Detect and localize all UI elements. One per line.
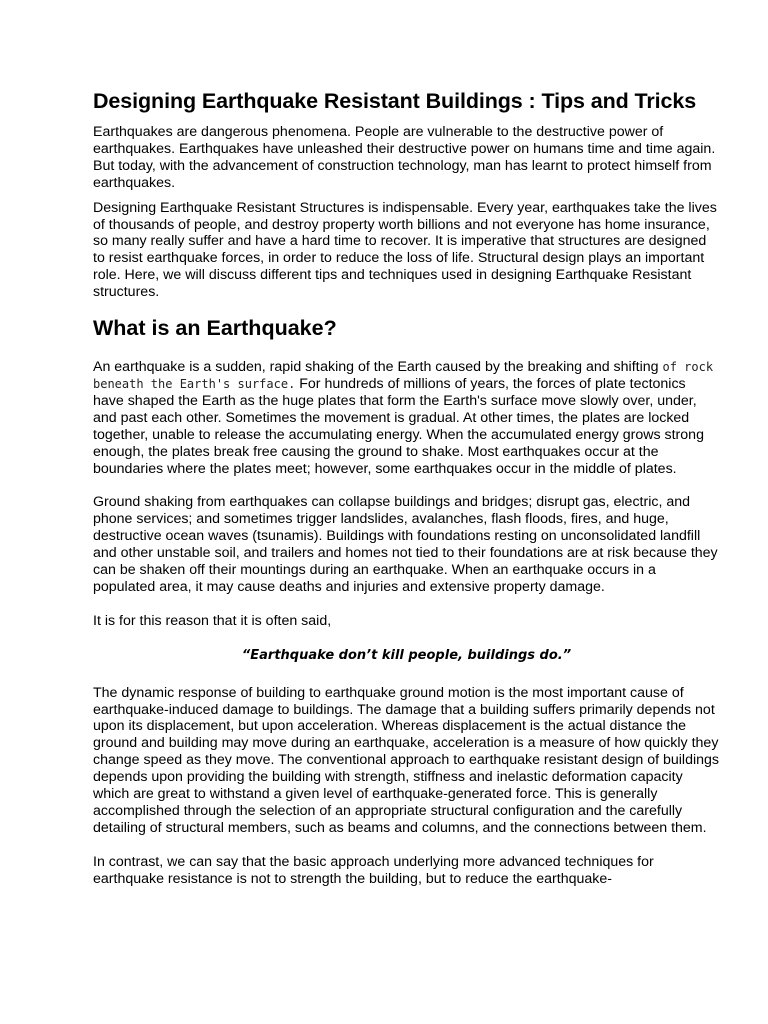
paragraph-reason: It is for this reason that it is often said, [93, 612, 332, 629]
page-title: Designing Earthquake Resistant Buildings : Tips and Tricks [93, 89, 697, 113]
monospace-text: of rock beneath the Earth's surface. [93, 360, 714, 391]
intro-paragraph-1: Earthquakes are dangerous phenomena. People are vulnerable to the destructive power of earthquakes. Earthquakes have unleashed their destructive power on humans time and time again. But today, with the advancement of construction technology, man has learnt to protect himself from earthquakes. [93, 124, 716, 191]
paragraph-contrast: In contrast, we can say that the basic approach underlying more advanced techniques for earthquake resistance is not to strength the building, but to reduce the earthquake- [93, 853, 654, 887]
paragraph-dynamic-response: The dynamic response of building to earthquake ground motion is the most important cause of earthquake-induced damage to buildings. The damage that a building suffers primarily depends not upon its displacement, but upon acceleration. Whereas displacement is the actual distance the ground and building may move during an earthquake, acceleration is a measure of how quickly they change speed as they move. The conventional approach to earthquake resistant design of buildings depends upon providing the building with strength, stiffness and inelastic deformation capacity which are great to withstand a given level of earthquake-generated force. This is generally accomplished through the selection of an appropriate structural configuration and the carefully detailing of structural members, such as beams and columns, and the connections between them. [93, 684, 719, 836]
paragraph-ground-shaking: Ground shaking from earthquakes can collapse buildings and bridges; disrupt gas, electric, and phone services; and sometimes trigger landslides, avalanches, flash floods, fires, and huge, destructive ocean waves (tsunamis). Buildings with foundations resting on unconsolidated landfill and other unstable soil, and trailers and homes not tied to their foundations are at risk because they can be shaken off their mountings during an earthquake. When an earthquake occurs in a populated area, it may cause deaths and injuries and extensive property damage. [93, 494, 718, 595]
paragraph-text: An earthquake is a sudden, rapid shaking of the Earth caused by the breaking and shifting [93, 359, 663, 376]
quote: “Earthquake don’t kill people, buildings do.” [241, 647, 572, 663]
intro-paragraph-2: Designing Earthquake Resistant Structures is indispensable. Every year, earthquakes take the lives of thousands of people, and destroy property worth billions and not everyone has home insurance, so many really suffer and have a hard time to recover. It is imperative that structures are designed to resist earthquake forces, in order to reduce the loss of life. Structural design plays an important role. Here, we will discuss different tips and techniques used in designing Earthquake Resistant structures. [93, 199, 717, 301]
section-heading: What is an Earthquake? [93, 316, 337, 341]
paragraph-text: For hundreds of millions of years, the forces of plate tectonics have shaped the Earth as the huge plates that form the Earth's surface move slowly over, under, and past each other. Sometimes the movement is gradual. At other times, the plates are locked together, unable to release the accumulating energy. When the accumulated energy grows strong enough, the plates break free causing the ground to shake. Most earthquakes occur at the boundaries where the plates meet; however, some earthquakes occur in the middle of plates. [93, 375, 704, 477]
paragraph-earthquake-definition [93, 359, 720, 477]
